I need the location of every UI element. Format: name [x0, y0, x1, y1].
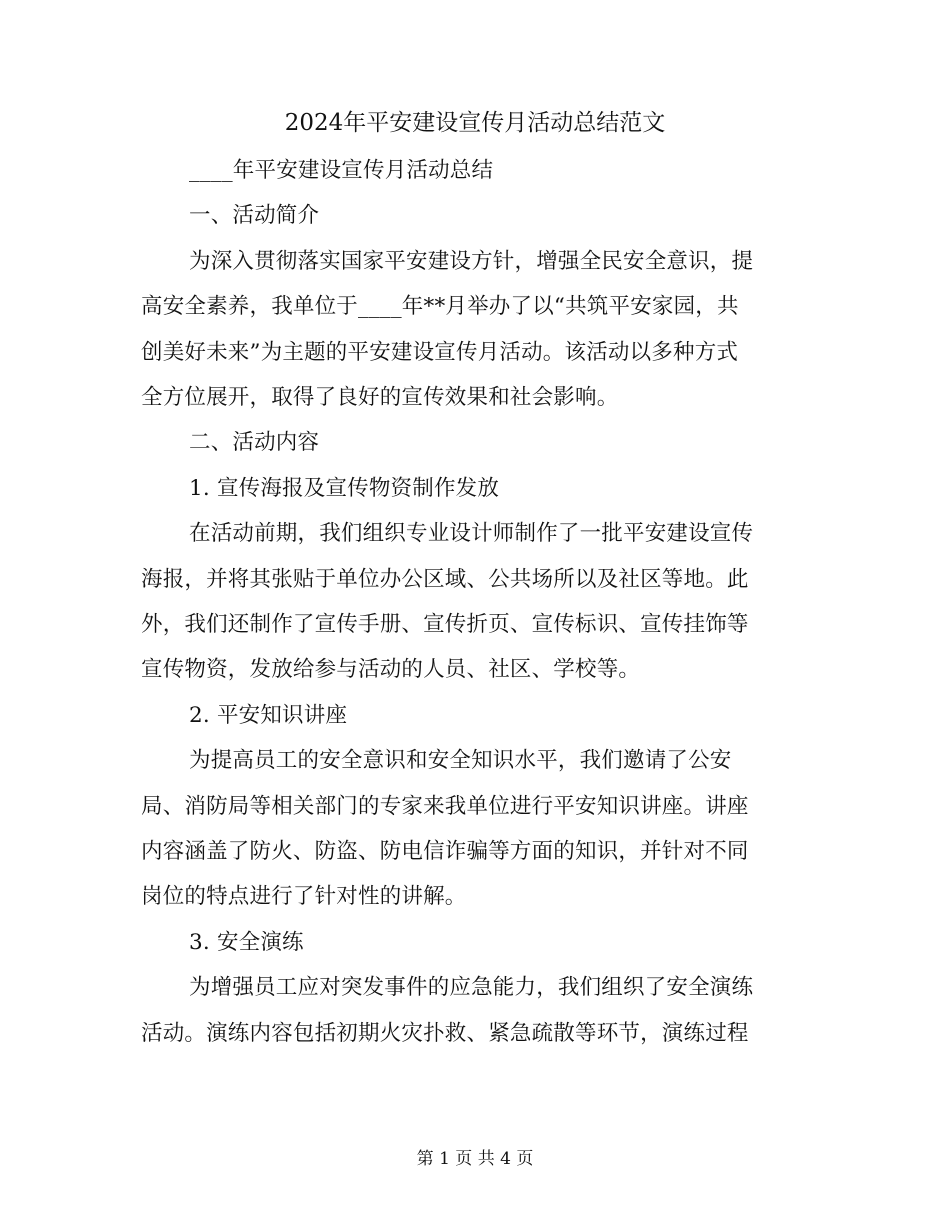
subsection-heading-drill: 3. 安全演练 [189, 930, 304, 955]
section-heading-content: 二、活动内容 [189, 430, 320, 455]
paragraph-line: 创美好未来”为主题的平安建设宣传月活动。该活动以多种方式 [141, 340, 739, 365]
subsection-heading-posters: 1. 宣传海报及宣传物资制作发放 [189, 476, 500, 501]
page-footer: 第 1 页 共 4 页 [416, 1149, 534, 1169]
paragraph-line: 为增强员工应对突发事件的应急能力，我们组织了安全演练 [189, 975, 754, 1000]
paragraph-line: 高安全素养，我单位于____年**月举办了以“共筑平安家园，共 [141, 294, 739, 319]
subsection-heading-lecture: 2. 平安知识讲座 [189, 703, 348, 728]
paragraph-line: 内容涵盖了防火、防盗、防电信诈骗等方面的知识，并针对不同 [141, 839, 749, 864]
paragraph-line: 岗位的特点进行了针对性的讲解。 [141, 884, 467, 909]
paragraph-line: 活动。演练内容包括初期火灾扑救、紧急疏散等环节，演练过程 [141, 1021, 749, 1046]
paragraph-line: 局、消防局等相关部门的专家来我单位进行平安知识讲座。讲座 [141, 794, 749, 819]
paragraph-line: 外，我们还制作了宣传手册、宣传折页、宣传标识、宣传挂饰等 [141, 612, 749, 637]
paragraph-line: 在活动前期，我们组织专业设计师制作了一批平安建设宣传 [189, 521, 754, 546]
paragraph-line: 海报，并将其张贴于单位办公区域、公共场所以及社区等地。此 [141, 567, 749, 592]
document-title: 2024年平安建设宣传月活动总结范文 [284, 110, 666, 136]
paragraph-line: 全方位展开，取得了良好的宣传效果和社会影响。 [141, 385, 619, 410]
section-heading-intro: 一、活动简介 [189, 203, 320, 228]
paragraph-line: 为深入贯彻落实国家平安建设方针，增强全民安全意识，提 [189, 249, 754, 274]
paragraph-line: 为提高员工的安全意识和安全知识水平，我们邀请了公安 [189, 748, 732, 773]
document-subtitle: ____年平安建设宣传月活动总结 [189, 158, 494, 183]
paragraph-line: 宣传物资，发放给参与活动的人员、社区、学校等。 [141, 657, 641, 682]
